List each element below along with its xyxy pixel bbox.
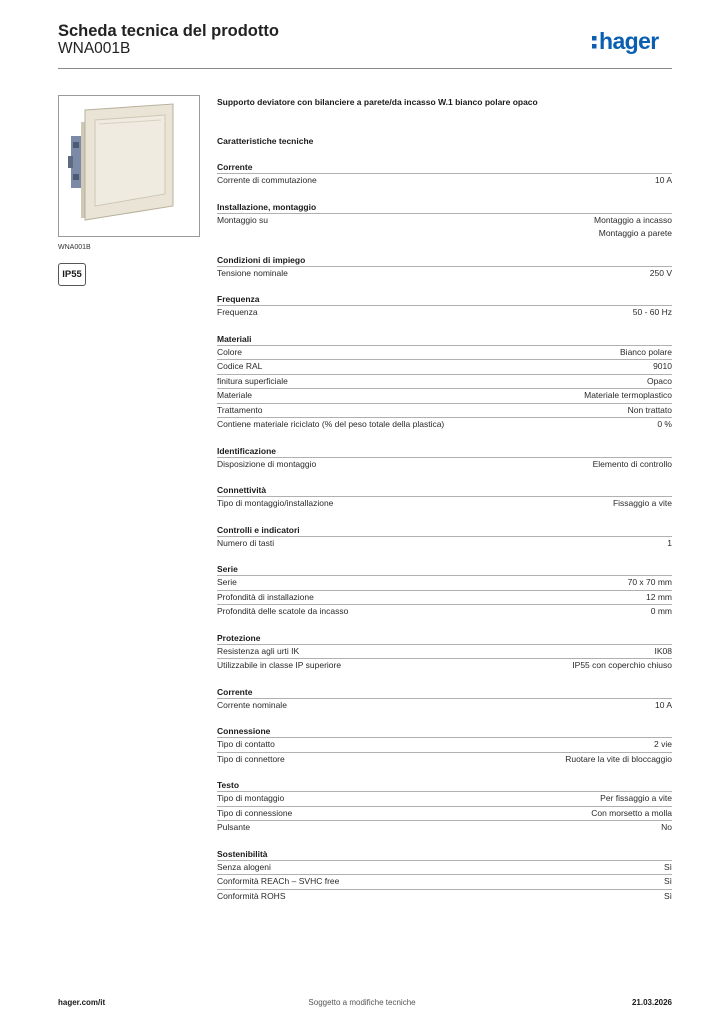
spec-value	[654, 738, 672, 752]
spec-label: Corrente di commutazione	[217, 175, 317, 185]
spec-section	[217, 779, 672, 835]
spec-label: Contiene materiale riciclato (% del peso totale della plastica)	[217, 419, 445, 429]
spec-label: Tensione nominale	[217, 267, 288, 278]
footer-note: Soggetto a modifiche tecniche	[308, 998, 416, 1007]
spec-row	[217, 604, 672, 619]
spec-row	[217, 173, 672, 188]
spec-value-line: 0 mm	[650, 606, 672, 616]
product-image	[58, 95, 200, 237]
spec-label: Numero di tasti	[217, 537, 275, 548]
spec-section	[217, 632, 672, 673]
spec-value-line: IK08	[654, 645, 672, 656]
section-title: Controlli e indicatori	[217, 524, 300, 535]
spec-value	[600, 792, 672, 806]
spec-value-line: No	[661, 822, 672, 832]
spec-row	[217, 496, 672, 511]
spec-value-line: 9010	[653, 361, 672, 371]
section-title: Corrente	[217, 162, 253, 172]
spec-label: Colore	[217, 346, 243, 357]
brand-wordmark: hager	[599, 28, 659, 54]
spec-value-line: 1	[667, 537, 672, 548]
spec-value	[646, 591, 672, 605]
spec-row	[217, 345, 672, 360]
section-title: Sostenibilità	[217, 848, 268, 859]
spec-value	[650, 267, 672, 281]
spec-value	[572, 659, 672, 673]
section-title: Protezione	[217, 632, 261, 643]
spec-label: Tipo di contatto	[217, 739, 275, 749]
spec-value-line: 10 A	[654, 699, 672, 710]
spec-row	[217, 374, 672, 389]
footer-date: 21.03.2026	[631, 998, 672, 1007]
spec-row	[217, 213, 672, 241]
spec-value	[664, 875, 672, 889]
spec-value	[667, 537, 672, 551]
footer-website: hager.com/it	[58, 998, 106, 1007]
section-title: Identificazione	[217, 445, 277, 456]
spec-value-line: Per fissaggio a vite	[600, 793, 672, 803]
spec-row	[217, 417, 672, 432]
spec-value-line: Ruotare la vite di bloccaggio	[565, 753, 672, 764]
spec-row	[217, 889, 672, 904]
spec-value-line: Opaco	[646, 375, 672, 386]
spec-label: Profondità di installazione	[217, 591, 314, 602]
spec-label: Tipo di montaggio/installazione	[217, 498, 334, 508]
spec-section	[217, 201, 672, 241]
spec-label: Frequenza	[217, 307, 258, 317]
spec-row	[217, 791, 672, 806]
spec-label: Corrente nominale	[217, 699, 287, 710]
spec-value	[628, 576, 672, 590]
spec-row	[217, 266, 672, 281]
spec-value-line: 50 - 60 Hz	[632, 307, 672, 317]
section-title: Connettività	[217, 485, 267, 495]
product-code: WNA001B	[58, 40, 131, 57]
spec-value	[664, 890, 672, 904]
spec-label: Tipo di connettore	[217, 753, 285, 764]
spec-value	[653, 360, 672, 374]
spec-row	[217, 874, 672, 889]
spec-value-line: Sì	[663, 861, 672, 872]
spec-label: Tipo di montaggio	[217, 793, 285, 803]
spec-section	[217, 524, 672, 551]
spec-value	[584, 389, 672, 403]
spec-section	[217, 725, 672, 766]
spec-label: Trattamento	[217, 404, 263, 415]
spec-row	[217, 860, 672, 875]
spec-content	[217, 96, 672, 903]
spec-row	[217, 305, 672, 320]
ip-badge: IP55	[58, 263, 86, 286]
spec-label: Profondità delle scatole da incasso	[217, 606, 349, 616]
section-title: Materiali	[217, 333, 252, 344]
spec-value-line: Con morsetto a molla	[591, 807, 672, 818]
spec-value	[651, 605, 672, 619]
spec-value	[655, 699, 672, 713]
spec-section	[217, 333, 672, 432]
spec-value-line: 250 V	[649, 267, 672, 278]
spec-label: Senza alogeni	[217, 861, 271, 872]
spec-value-line: Elemento di controllo	[592, 458, 672, 469]
spec-value	[620, 346, 672, 360]
spec-value-line: Materiale termoplastico	[584, 390, 672, 400]
spec-value-line: 12 mm	[646, 591, 672, 602]
spec-value-line: 2 vie	[654, 739, 672, 749]
spec-section	[217, 563, 672, 619]
section-title: Frequenza	[217, 294, 260, 304]
spec-value	[655, 645, 673, 659]
spec-row	[217, 388, 672, 403]
spec-label: Conformità ROHS	[217, 890, 286, 901]
spec-label: finitura superficiale	[217, 375, 288, 386]
header-divider	[58, 68, 672, 69]
spec-value-line: Fissaggio a vite	[612, 498, 672, 508]
switch-illustration	[59, 96, 199, 236]
spec-label: Utilizzabile in classe IP superiore	[217, 660, 342, 670]
spec-value	[591, 807, 672, 821]
spec-row	[217, 575, 672, 590]
section-title: Testo	[217, 780, 240, 790]
spec-section	[217, 161, 672, 188]
spec-row	[217, 536, 672, 551]
spec-row	[217, 820, 672, 835]
spec-value-line: Bianco polare	[620, 346, 672, 357]
section-title: Installazione, montaggio	[217, 201, 317, 212]
spec-value	[628, 404, 672, 418]
spec-label: Resistenza agli urti IK	[217, 645, 300, 656]
spec-value	[664, 861, 672, 875]
spec-section	[217, 293, 672, 320]
spec-row	[217, 698, 672, 713]
spec-sections	[217, 161, 672, 903]
section-title: Corrente	[217, 686, 253, 697]
spec-row	[217, 359, 672, 374]
spec-value-line: Montaggio a incasso	[594, 214, 672, 225]
spec-value-line: 10 A	[654, 175, 672, 185]
spec-row	[217, 403, 672, 418]
spec-row	[217, 658, 672, 673]
spec-value	[633, 306, 672, 320]
spec-label: Codice RAL	[217, 361, 263, 371]
spec-section	[217, 254, 672, 281]
spec-row	[217, 737, 672, 752]
spec-row	[217, 644, 672, 659]
spec-row	[217, 806, 672, 821]
image-caption: WNA001B	[58, 244, 91, 251]
spec-section	[217, 484, 672, 511]
spec-label: Tipo di connessione	[217, 807, 293, 818]
spec-value	[647, 375, 672, 389]
spec-value	[613, 497, 672, 511]
page-title: Scheda tecnica del prodotto	[58, 22, 279, 40]
section-title: Connessione	[217, 726, 271, 736]
section-title: Condizioni di impiego	[217, 254, 306, 265]
spec-label: Pulsante	[217, 822, 251, 832]
spec-value	[594, 214, 672, 241]
spec-section	[217, 848, 672, 904]
spec-value	[593, 458, 672, 472]
spec-value-line: 70 x 70 mm	[627, 577, 672, 587]
spec-label: Disposizione di montaggio	[217, 458, 317, 469]
spec-value-line: Sì	[663, 876, 672, 886]
product-description: Supporto deviatore con bilanciere a parete/da incasso W.1 bianco polare opaco	[217, 97, 538, 107]
hager-logo	[591, 28, 675, 58]
spec-row	[217, 590, 672, 605]
spec-value	[655, 174, 672, 188]
spec-label: Serie	[217, 577, 237, 587]
spec-value	[661, 821, 672, 835]
section-title: Serie	[217, 564, 238, 574]
spec-row	[217, 752, 672, 767]
spec-value-line: 0 %	[657, 419, 672, 429]
specs-heading: Caratteristiche tecniche	[217, 136, 314, 146]
spec-value-line: Montaggio a parete	[598, 228, 672, 238]
spec-value	[657, 418, 672, 432]
spec-label: Montaggio su	[217, 214, 269, 225]
spec-section	[217, 445, 672, 472]
spec-label: Materiale	[217, 390, 252, 400]
spec-value-line: Non trattato	[627, 404, 672, 415]
spec-label: Conformità REACh – SVHC free	[217, 876, 340, 886]
spec-row	[217, 457, 672, 472]
spec-value-line: Sì	[663, 890, 672, 901]
spec-value-line: IP55 con coperchio chiuso	[572, 660, 672, 670]
spec-section	[217, 686, 672, 713]
spec-value	[565, 753, 672, 767]
